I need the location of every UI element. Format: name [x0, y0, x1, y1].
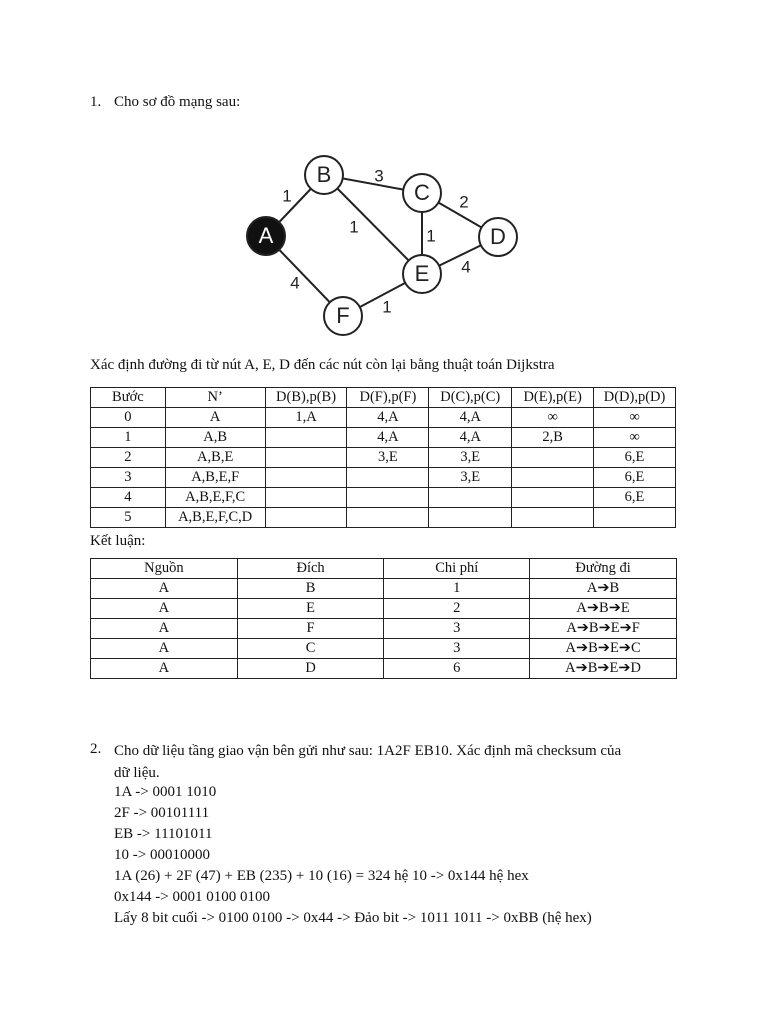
table-header-cell: Nguồn	[91, 559, 238, 579]
table-cell: ∞	[594, 428, 676, 448]
table-cell: 3	[91, 468, 166, 488]
table-cell: A➔B➔E➔D	[530, 659, 677, 679]
table-cell: A➔B	[530, 579, 677, 599]
table-header-cell: D(F),p(F)	[347, 388, 429, 408]
table-cell: 5	[91, 508, 166, 528]
table-cell: 1	[91, 428, 166, 448]
table-cell: 2,B	[512, 428, 594, 448]
table-header-cell: D(C),p(C)	[429, 388, 512, 408]
conclusion-header-row	[91, 559, 677, 579]
table-cell: A,B	[165, 428, 265, 448]
q2-line: dữ liệu.	[114, 765, 160, 781]
table-row	[91, 599, 677, 619]
q2-line: 0x144 -> 0001 0100 0100	[114, 889, 270, 905]
table-row	[91, 408, 676, 428]
table-header-cell: D(B),p(B)	[265, 388, 347, 408]
table-cell	[265, 428, 347, 448]
table-row	[91, 508, 676, 528]
table-row	[91, 428, 676, 448]
graph-node-label: F	[336, 302, 350, 328]
table-cell	[347, 488, 429, 508]
dijkstra-table	[90, 387, 676, 528]
table-cell: 6,E	[594, 488, 676, 508]
q2-line: 1A (26) + 2F (47) + EB (235) + 10 (16) = 324 hệ 10 -> 0x144 hệ hex	[114, 868, 529, 884]
table-cell: 6,E	[594, 468, 676, 488]
table-header-cell: Đích	[237, 559, 384, 579]
table-cell: 4,A	[347, 408, 429, 428]
graph-node-label: A	[258, 222, 274, 248]
edge-weight-label: 4	[461, 257, 471, 277]
graph-node-label: B	[316, 161, 332, 187]
table-row	[91, 488, 676, 508]
table-cell: A,B,E,F	[165, 468, 265, 488]
q2-line: Lấy 8 bit cuối -> 0100 0100 -> 0x44 -> Đảo bit -> 1011 1011 -> 0xBB (hệ hex)	[114, 910, 592, 926]
conclusion-table	[90, 558, 677, 679]
table-header-cell: Chi phí	[384, 559, 530, 579]
table-cell: C	[237, 639, 384, 659]
table-cell	[594, 508, 676, 528]
table-cell	[429, 488, 512, 508]
table-cell: ∞	[512, 408, 594, 428]
table-cell: A,B,E,F,C,D	[165, 508, 265, 528]
table-cell: 4	[91, 488, 166, 508]
table-cell: A	[91, 619, 238, 639]
conclusion-label: Kết luận:	[90, 533, 146, 549]
table-header-cell: N’	[165, 388, 265, 408]
table-cell	[429, 508, 512, 528]
table-cell: A	[91, 639, 238, 659]
graph-node-label: E	[414, 260, 430, 286]
table-cell: 1	[384, 579, 530, 599]
table-cell	[512, 488, 594, 508]
table-cell	[265, 508, 347, 528]
table-row	[91, 579, 677, 599]
table-row	[91, 448, 676, 468]
table-cell: B	[237, 579, 384, 599]
table-cell: 3	[384, 639, 530, 659]
q1-task: Xác định đường đi từ nút A, E, D đến các nút còn lại bằng thuật toán Dijkstra	[90, 357, 555, 373]
table-row	[91, 639, 677, 659]
table-cell: 4,A	[347, 428, 429, 448]
table-row	[91, 659, 677, 679]
table-cell: A➔B➔E➔F	[530, 619, 677, 639]
table-cell: E	[237, 599, 384, 619]
dijkstra-header-row	[91, 388, 676, 408]
q2-line: EB -> 11101011	[114, 826, 213, 842]
table-cell: A	[91, 659, 238, 679]
table-cell: A	[165, 408, 265, 428]
table-cell: A,B,E	[165, 448, 265, 468]
table-cell: A➔B➔E	[530, 599, 677, 619]
table-cell: 1,A	[265, 408, 347, 428]
table-header-cell: Bước	[91, 388, 166, 408]
edge-weight-label: 1	[382, 297, 392, 317]
table-cell: ∞	[594, 408, 676, 428]
q2-line: 2F -> 00101111	[114, 805, 210, 821]
q2-line: Cho dữ liệu tầng giao vận bên gửi như sau: 1A2F EB10. Xác định mã checksum của	[114, 743, 622, 759]
q2-number: 2.	[90, 741, 102, 757]
table-cell	[512, 468, 594, 488]
q1-title: Cho sơ đồ mạng sau:	[114, 94, 241, 110]
table-cell: A	[91, 579, 238, 599]
table-cell: 3,E	[429, 448, 512, 468]
table-cell	[265, 488, 347, 508]
table-row	[91, 619, 677, 639]
edge-weight-label: 2	[459, 192, 469, 212]
table-cell: A➔B➔E➔C	[530, 639, 677, 659]
edge-weight-label: 3	[374, 166, 384, 186]
edge-weight-label: 4	[290, 273, 300, 293]
table-cell	[265, 468, 347, 488]
table-header-cell: D(E),p(E)	[512, 388, 594, 408]
edge-weight-label: 1	[282, 186, 292, 206]
edge-weight-label: 1	[426, 226, 436, 246]
graph-node-label: D	[490, 223, 506, 249]
table-cell: F	[237, 619, 384, 639]
table-cell	[512, 448, 594, 468]
table-cell: 6,E	[594, 448, 676, 468]
q2-line: 1A -> 0001 1010	[114, 784, 217, 800]
graph-node-label: C	[414, 179, 430, 205]
table-cell	[347, 468, 429, 488]
table-cell: 4,A	[429, 428, 512, 448]
table-cell: 3	[384, 619, 530, 639]
table-cell: 0	[91, 408, 166, 428]
table-cell: 2	[91, 448, 166, 468]
table-cell: 3,E	[347, 448, 429, 468]
table-cell: 6	[384, 659, 530, 679]
table-cell: 4,A	[429, 408, 512, 428]
table-cell: D	[237, 659, 384, 679]
table-header-cell: Đường đi	[530, 559, 677, 579]
table-header-cell: D(D),p(D)	[594, 388, 676, 408]
table-cell: A,B,E,F,C	[165, 488, 265, 508]
network-graph	[0, 140, 768, 360]
table-cell	[265, 448, 347, 468]
table-cell: 3,E	[429, 468, 512, 488]
table-cell: A	[91, 599, 238, 619]
q1-number: 1.	[90, 94, 102, 110]
edge-weight-label: 1	[349, 217, 359, 237]
table-cell	[347, 508, 429, 528]
table-cell: 2	[384, 599, 530, 619]
table-cell	[512, 508, 594, 528]
table-row	[91, 468, 676, 488]
q2-line: 10 -> 00010000	[114, 847, 210, 863]
